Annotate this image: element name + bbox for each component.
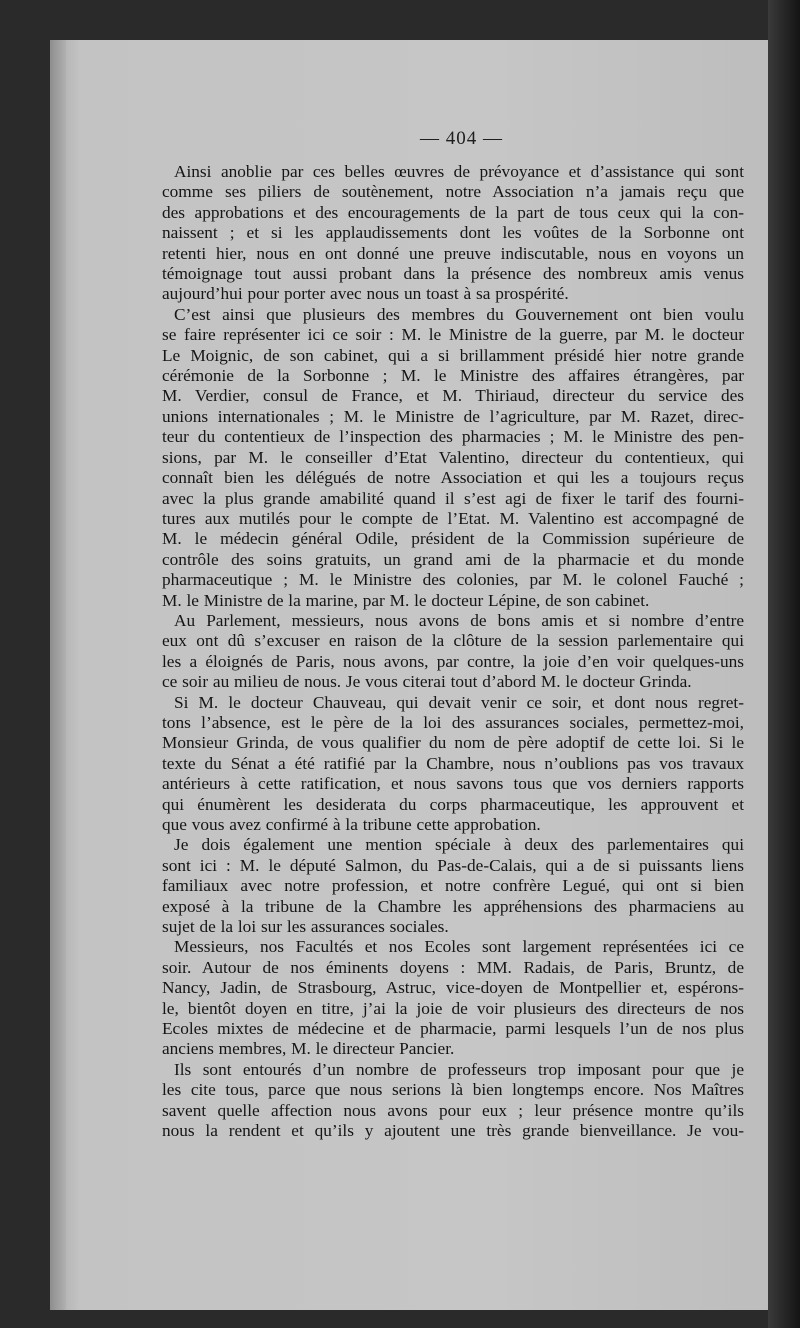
text-line: antérieurs à cette ratification, et nous savons tous que vos derniers rapports: [162, 774, 744, 794]
page-number: — 404 —: [420, 128, 503, 149]
text-line: eux ont dû s’excuser en raison de la clôture de la session parlementaire qui: [162, 631, 744, 651]
text-line: tures aux mutilés pour le compte de l’Etat. M. Valentino est accompagné de: [162, 508, 744, 528]
text-line: que vous avez confirmé à la tribune cette approbation.: [162, 815, 541, 834]
text-line: naissent ; et si les applaudissements dont les voûtes de la Sorbonne ont: [162, 223, 744, 243]
text-line: familiaux avec notre profession, et notre confrère Legué, qui ont si bien: [162, 876, 744, 896]
page-edge: [50, 40, 66, 1310]
text-line: sont ici : M. le député Salmon, du Pas-de-Calais, qui a de si puissants liens: [162, 855, 744, 875]
text-line: se faire représenter ici ce soir : M. le Ministre de la guerre, par M. le docteur: [162, 325, 744, 345]
text-line: savent quelle affection nous avons pour eux ; leur présence montre qu’ils: [162, 1100, 744, 1120]
text-line: les a éloignés de Paris, nous avons, par contre, la joie d’en voir quelques-uns: [162, 651, 744, 671]
text-line: Messieurs, nos Facultés et nos Ecoles sont largement représentées ici ce: [174, 937, 744, 957]
text-line: connaît bien les délégués de notre Association et qui les a toujours reçus: [162, 468, 744, 488]
text-line: exposé à la tribune de la Chambre les appréhensions des pharmaciens au: [162, 896, 744, 916]
text-line: témoignage tout aussi probant dans la présence des nombreux amis venus: [162, 264, 744, 284]
text-line: Le Moignic, de son cabinet, qui a si brillamment présidé hier notre grande: [162, 345, 744, 365]
text-line: comme ses piliers de soutènement, notre Association n’a jamais reçu que: [162, 182, 744, 202]
body-text: [162, 162, 744, 1142]
text-line: cérémonie de la Sorbonne ; M. le Ministre des affaires étrangères, par: [162, 366, 744, 386]
text-line: unions internationales ; M. le Ministre de l’agriculture, par M. Razet, direc-: [162, 406, 744, 426]
text-line: Au Parlement, messieurs, nous avons de bons amis et si nombre d’entre: [174, 610, 744, 630]
text-line: C’est ainsi que plusieurs des membres du Gouvernement ont bien voulu: [174, 304, 744, 324]
text-line: nous la rendent et qu’ils y ajoutent une très grande bienveillance. Je vou-: [162, 1121, 744, 1141]
text-line: aujourd’hui pour porter avec nous un toast à sa prospérité.: [162, 284, 569, 304]
text-line: M. le médecin général Odile, président de la Commission supérieure de: [162, 529, 744, 549]
text-line: texte du Sénat a été ratifié par la Chambre, nous n’oublions pas vos travaux: [162, 753, 744, 773]
text-line: des approbations et des encouragements de la part de tous ceux qui la con-: [162, 202, 744, 222]
text-line: retenti hier, nous en ont donné une preuve indiscutable, nous en voyons un: [162, 243, 744, 263]
text-line: Nancy, Jadin, de Strasbourg, Astruc, vice-doyen de Montpellier et, espérons-: [162, 978, 744, 998]
text-line: contrôle des soins gratuits, un grand ami de la pharmacie et du monde: [162, 549, 744, 569]
text-line: anciens membres, M. le directeur Pancier.: [162, 1039, 455, 1059]
text-line: Si M. le docteur Chauveau, qui devait venir ce soir, et dont nous regret-: [174, 692, 744, 712]
text-line: Ainsi anoblie par ces belles œuvres de prévoyance et d’assistance qui sont: [174, 162, 744, 181]
text-line: sions, par M. le conseiller d’Etat Valentino, directeur du contentieux, qui: [162, 447, 744, 467]
text-line: pharmaceutique ; M. le Ministre des colonies, par M. le colonel Fauché ;: [162, 570, 744, 590]
text-line: avec la plus grande amabilité quand il s’est agi de fixer le tarif des fourni-: [162, 488, 744, 508]
text-line: le, bientôt doyen en titre, j’ai la joie de voir plusieurs des directeurs de nos: [162, 998, 744, 1018]
text-line: M. Verdier, consul de France, et M. Thiriaud, directeur du service des: [162, 386, 744, 406]
text-line: Je dois également une mention spéciale à deux des parlementaires qui: [174, 835, 744, 855]
text-line: qui énumèrent les desiderata du corps pharmaceutique, les approuvent et: [162, 794, 744, 814]
book-binding: [768, 0, 800, 1328]
text-line: M. le Ministre de la marine, par M. le docteur Lépine, de son cabinet.: [162, 590, 650, 610]
text-line: Ecoles mixtes de médecine et de pharmacie, parmi lesquels l’un de nos plus: [162, 1019, 744, 1039]
text-line: ce soir au milieu de nous. Je vous citerai tout d’abord M. le docteur Grinda.: [162, 672, 692, 692]
text-line: Ils sont entourés d’un nombre de professeurs trop imposant pour que je: [174, 1059, 744, 1079]
text-line: tons l’absence, est le père de la loi des assurances sociales, permettez-moi,: [162, 712, 744, 732]
text-line: sujet de la loi sur les assurances sociales.: [162, 917, 449, 937]
text-line: les cite tous, parce que nous serions là bien longtemps encore. Nos Maîtres: [162, 1080, 744, 1100]
text-line: soir. Autour de nos éminents doyens : MM. Radais, de Paris, Bruntz, de: [162, 957, 744, 977]
text-line: Monsieur Grinda, de vous qualifier du nom de père adoptif de cette loi. Si le: [162, 733, 744, 753]
text-line: teur du contentieux de l’inspection des pharmacies ; M. le Ministre des pen-: [162, 427, 744, 447]
